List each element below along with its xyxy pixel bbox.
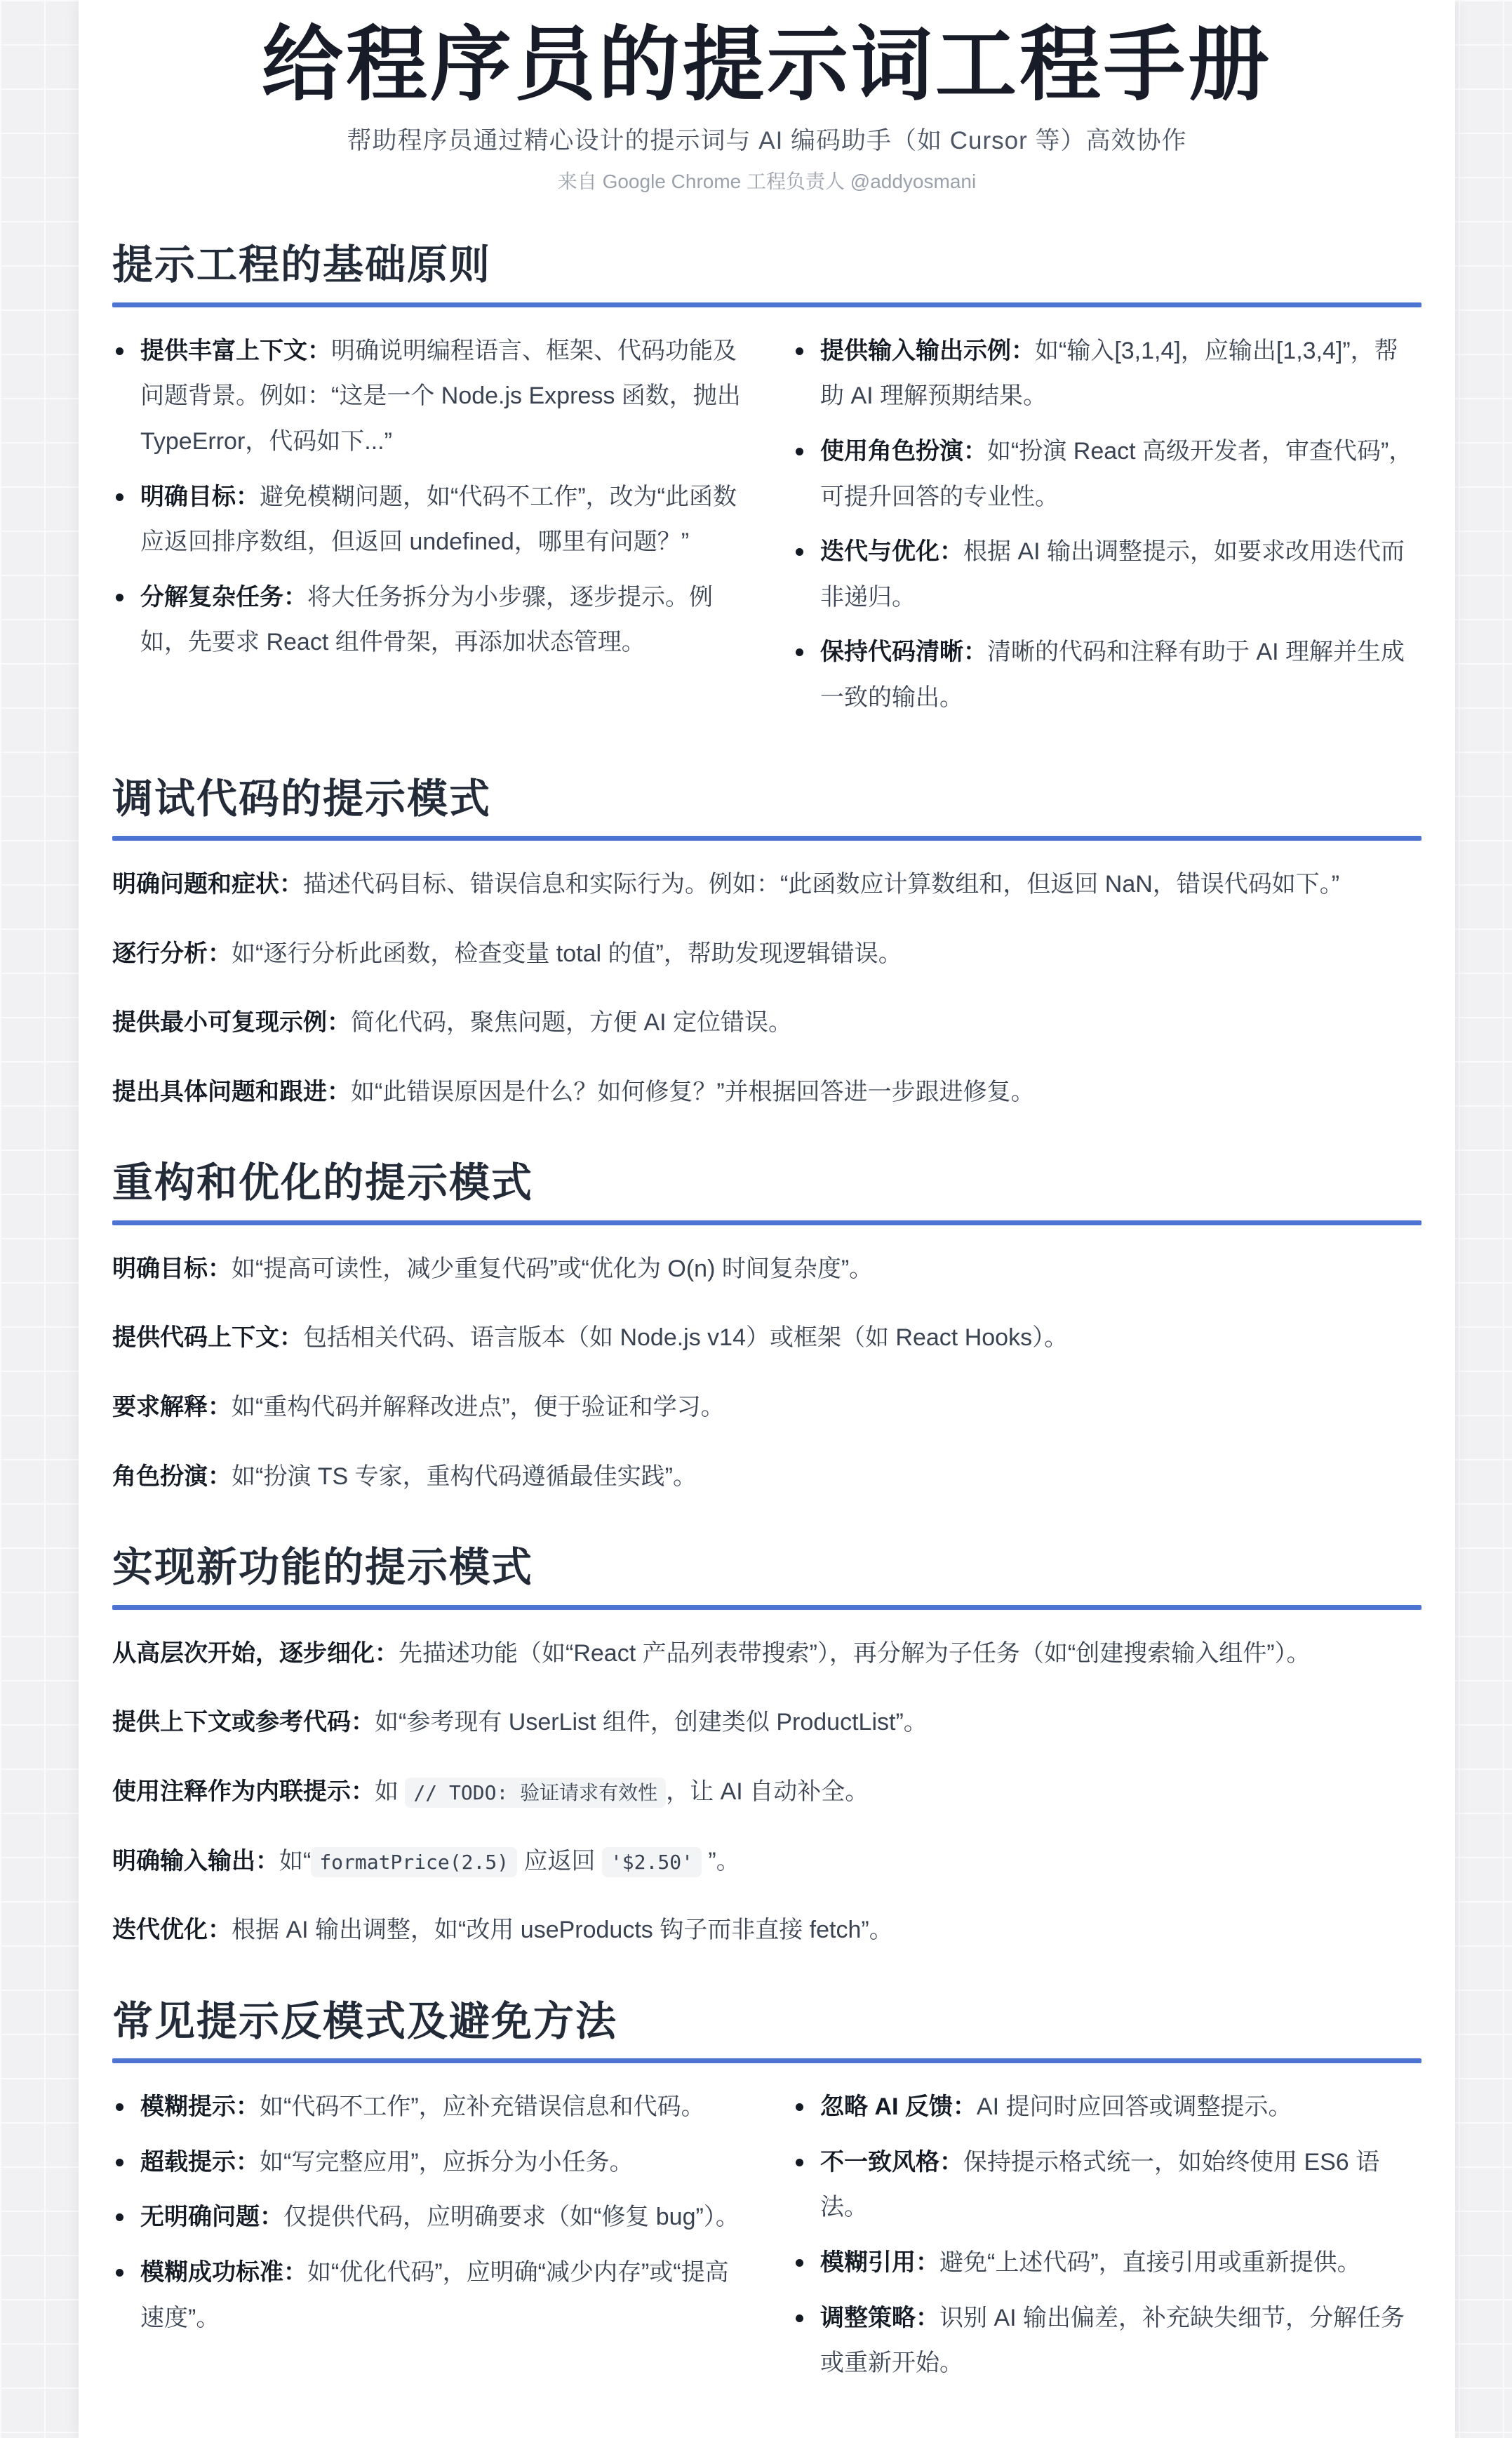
section-accent-rule — [112, 2058, 1421, 2063]
item-label: 使用角色扮演： — [820, 437, 987, 465]
item-label: 超载提示： — [140, 2148, 260, 2176]
pattern-paragraph — [112, 1070, 1421, 1115]
bullet-list — [112, 2084, 742, 2396]
item-label: 角色扮演： — [112, 1463, 232, 1490]
item-label: 明确输入输出： — [112, 1847, 279, 1874]
item-text: ，让 AI 自动补全。 — [666, 1778, 869, 1805]
item-label: 调整策略： — [820, 2304, 939, 2331]
section-body — [112, 862, 1421, 1114]
pattern-paragraph — [112, 1454, 1421, 1500]
item-label: 模糊成功标准： — [140, 2259, 307, 2286]
bullet-item — [112, 2194, 742, 2240]
bullet-item — [792, 2296, 1421, 2386]
section-body — [112, 2084, 1421, 2396]
item-text: 先描述功能（如“React 产品列表带搜索”），再分解为子任务（如“创建搜索输入组件”）。 — [399, 1639, 1311, 1667]
item-text: 如“扮演 TS 专家，重构代码遵循最佳实践”。 — [232, 1463, 697, 1490]
section-accent-rule — [112, 302, 1421, 307]
pattern-paragraph — [112, 1907, 1421, 1953]
item-label: 从高层次开始，逐步细化： — [112, 1639, 399, 1667]
item-label: 迭代与优化： — [820, 538, 963, 566]
pattern-paragraph — [112, 1769, 1421, 1815]
section-principles — [112, 240, 1421, 730]
item-label: 提供上下文或参考代码： — [112, 1709, 375, 1736]
item-text: 避免模糊问题，如“代码不工作”，改为“此函数应返回排序数组，但返回 undefined，哪里有问题？” — [140, 483, 737, 556]
bullet-item — [112, 2250, 742, 2340]
bullet-item — [112, 328, 742, 465]
pattern-paragraph — [112, 1246, 1421, 1292]
bullet-item — [792, 429, 1421, 519]
bullet-item — [792, 2140, 1421, 2230]
item-label: 要求解释： — [112, 1394, 232, 1421]
section-accent-rule — [112, 836, 1421, 841]
bullet-list — [792, 328, 1421, 731]
bullet-item — [792, 2240, 1421, 2286]
item-text: 简化代码，聚焦问题，方便 AI 定位错误。 — [351, 1009, 793, 1037]
item-label: 迭代优化： — [112, 1917, 232, 1944]
item-text: 如“ — [279, 1847, 312, 1874]
bullet-item — [792, 328, 1421, 419]
item-text: 如“重构代码并解释改进点”，便于验证和学习。 — [232, 1394, 725, 1421]
item-text: 仅提供代码，应明确要求（如“修复 bug”）。 — [283, 2204, 740, 2231]
section-features — [112, 1543, 1421, 1952]
item-label: 使用注释作为内联提示： — [112, 1778, 375, 1805]
item-text: 如“写完整应用”，应拆分为小任务。 — [260, 2148, 634, 2176]
section-accent-rule — [112, 1220, 1421, 1225]
handbook-card — [79, 0, 1455, 2438]
item-label: 保持代码清晰： — [820, 639, 987, 666]
item-text: 根据 AI 输出调整，如“改用 useProducts 钩子而非直接 fetch”。 — [232, 1917, 893, 1944]
item-text: ”。 — [701, 1847, 740, 1874]
item-text: 如“提高可读性，减少重复代码”或“优化为 O(n) 时间复杂度”。 — [232, 1255, 874, 1282]
item-text: 如“逐行分析此函数，检查变量 total 的值”，帮助发现逻辑错误。 — [232, 940, 902, 967]
item-label: 提供丰富上下文： — [140, 337, 331, 364]
section-refactoring — [112, 1158, 1421, 1499]
pattern-paragraph — [112, 1315, 1421, 1361]
item-text: 清晰的代码和注释有助于 AI 理解并生成一致的输出。 — [820, 639, 1405, 711]
item-label: 提供代码上下文： — [112, 1324, 303, 1352]
bullet-item — [792, 2084, 1421, 2130]
inline-code: // TODO: 验证请求有效性 — [405, 1778, 666, 1808]
item-label: 不一致风格： — [820, 2148, 963, 2176]
pattern-paragraph — [112, 1000, 1421, 1046]
bullet-item — [112, 474, 742, 565]
item-text: 如 — [375, 1778, 406, 1805]
item-label: 分解复杂任务： — [140, 583, 307, 611]
item-text: 保持提示格式统一，如始终使用 ES6 语法。 — [820, 2148, 1380, 2221]
item-label: 无明确问题： — [140, 2204, 283, 2231]
section-heading: 提示工程的基础原则 — [112, 242, 492, 288]
bullet-item — [792, 630, 1421, 720]
pattern-paragraph — [112, 931, 1421, 977]
item-label: 明确目标： — [112, 1255, 232, 1282]
item-text: 如“输入[3,1,4]，应输出[1,3,4]”，帮助 AI 理解预期结果。 — [820, 337, 1398, 410]
page-title: 给程序员的提示词工程手册 — [262, 21, 1272, 111]
item-text: 避免“上述代码”，直接引用或重新提供。 — [939, 2249, 1361, 2277]
section-heading: 实现新功能的提示模式 — [112, 1545, 534, 1591]
pattern-paragraph — [112, 1839, 1421, 1884]
page-byline: 来自 Google Chrome 工程负责人 @addyosmani — [557, 171, 977, 193]
item-text: 将大任务拆分为小步骤，逐步提示。例如，先要求 React 组件骨架，再添加状态管理。 — [140, 583, 713, 656]
bullet-list — [112, 328, 742, 731]
item-text: 包括相关代码、语言版本（如 Node.js v14）或框架（如 React Hooks）。 — [303, 1324, 1069, 1352]
item-label: 逐行分析： — [112, 940, 232, 967]
pattern-paragraph — [112, 862, 1421, 907]
item-text: 应返回 — [517, 1847, 602, 1874]
item-label: 提出具体问题和跟进： — [112, 1078, 351, 1105]
pattern-paragraph — [112, 1700, 1421, 1745]
bullet-item — [792, 529, 1421, 620]
section-heading: 常见提示反模式及避免方法 — [112, 1998, 618, 2044]
section-antipatterns — [112, 1997, 1421, 2396]
bullet-item — [112, 2084, 742, 2130]
bullet-item — [112, 575, 742, 665]
item-text: 根据 AI 输出调整提示，如要求改用迭代而非递归。 — [820, 538, 1405, 611]
inline-code: '$2.50' — [602, 1847, 702, 1877]
section-body — [112, 1246, 1421, 1499]
section-accent-rule — [112, 1605, 1421, 1610]
item-text: 描述代码目标、错误信息和实际行为。例如：“此函数应计算数组和，但返回 NaN，错误代码如下。” — [303, 871, 1340, 898]
sections-container — [112, 240, 1421, 2396]
pattern-paragraph — [112, 1631, 1421, 1677]
item-text: 如“优化代码”，应明确“减少内存”或“提高速度”。 — [140, 2259, 729, 2331]
item-text: AI 提问时应回答或调整提示。 — [976, 2093, 1292, 2121]
item-label: 明确目标： — [140, 483, 260, 510]
item-text: 如“扮演 React 高级开发者，审查代码”，可提升回答的专业性。 — [820, 437, 1413, 510]
item-text: 如“此错误原因是什么？如何修复？”并根据回答进一步跟进修复。 — [351, 1078, 1035, 1105]
section-body — [112, 328, 1421, 731]
section-debugging — [112, 774, 1421, 1115]
item-label: 模糊引用： — [820, 2249, 939, 2277]
item-text: 识别 AI 输出偏差，补充缺失细节，分解任务或重新开始。 — [820, 2304, 1405, 2377]
section-body — [112, 1631, 1421, 1953]
item-label: 模糊提示： — [140, 2093, 260, 2121]
inline-code: formatPrice(2.5) — [311, 1847, 517, 1877]
item-label: 明确问题和症状： — [112, 871, 303, 898]
item-label: 忽略 AI 反馈： — [820, 2093, 977, 2121]
pattern-paragraph — [112, 1385, 1421, 1430]
section-heading: 调试代码的提示模式 — [112, 775, 492, 822]
section-heading: 重构和优化的提示模式 — [112, 1160, 534, 1206]
page-subtitle: 帮助程序员通过精心设计的提示词与 AI 编码助手（如 Cursor 等）高效协作 — [347, 126, 1187, 154]
item-text: 如“代码不工作”，应补充错误信息和代码。 — [260, 2093, 705, 2121]
item-label: 提供最小可复现示例： — [112, 1009, 351, 1037]
bullet-item — [112, 2140, 742, 2185]
bullet-list — [792, 2084, 1421, 2396]
item-label: 提供输入输出示例： — [820, 337, 1035, 364]
item-text: 如“参考现有 UserList 组件，创建类似 ProductList”。 — [375, 1709, 928, 1736]
item-text: 明确说明编程语言、框架、代码功能及问题背景。例如：“这是一个 Node.js Express 函数，抛出 TypeError，代码如下...” — [140, 337, 741, 455]
